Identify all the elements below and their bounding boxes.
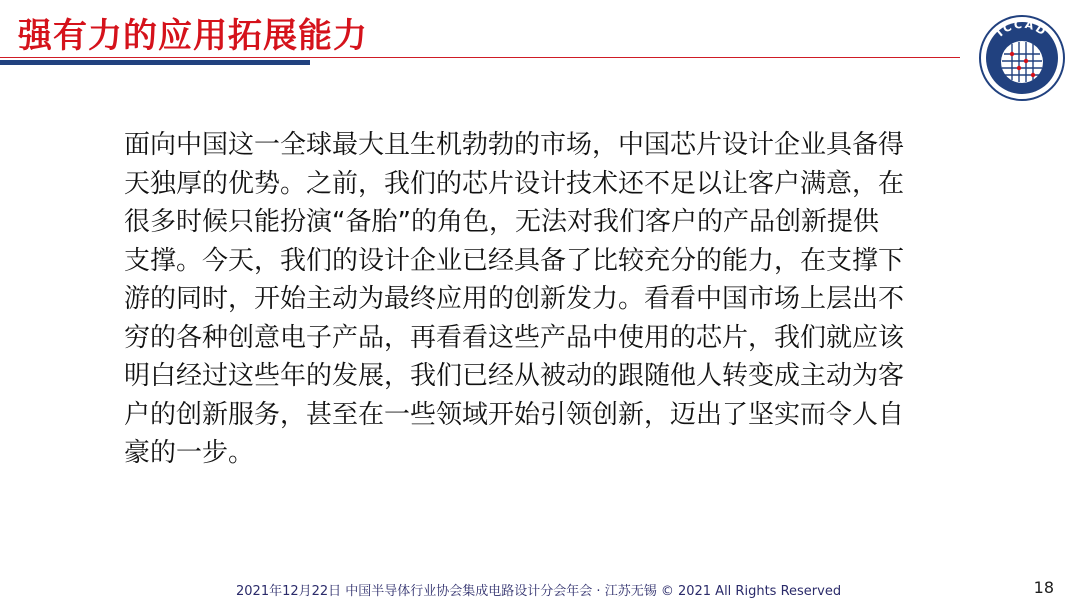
slide-title: 强有力的应用拓展能力 <box>18 16 368 56</box>
body-line: 游的同时，开始主动为最终应用的创新发力。看看中国市场上层出不 <box>124 284 905 314</box>
title-underline <box>0 57 960 65</box>
body-line: 户的创新服务，甚至在一些领域开始引领创新，迈出了坚实而令人自 <box>124 399 905 430</box>
page-number: 18 <box>1033 578 1054 597</box>
title-underline-red <box>0 57 960 58</box>
body-line: 天独厚的优势。之前，我们的芯片设计技术还不足以让客户满意，在 <box>124 168 905 199</box>
slide-footer <box>0 578 1080 598</box>
iccad-logo-icon <box>978 14 1066 102</box>
body-line: 豪的一步。 <box>124 438 255 468</box>
body-line: 穷的各种创意电子产品，再看看这些产品中使用的芯片，我们就应该 <box>124 322 905 353</box>
logo-ring-text: ICCAD <box>993 17 1050 40</box>
body-line: 支撑。今天，我们的设计企业已经具备了比较充分的能力，在支撑下 <box>124 245 905 276</box>
body-paragraph <box>124 126 956 473</box>
footer-text: 2021年12月22日 中国半导体行业协会集成电路设计分会年会 · 江苏无锡 © 2021 All Rights Reserved <box>236 584 842 599</box>
body-line: 很多时候只能扮演“备胎”的角色，无法对我们客户的产品创新提供 <box>124 207 879 237</box>
body-line: 面向中国这一全球最大且生机勃勃的市场，中国芯片设计企业具备得 <box>124 130 905 160</box>
title-underline-blue <box>0 60 310 65</box>
body-line: 明白经过这些年的发展，我们已经从被动的跟随他人转变成主动为客 <box>124 361 905 391</box>
